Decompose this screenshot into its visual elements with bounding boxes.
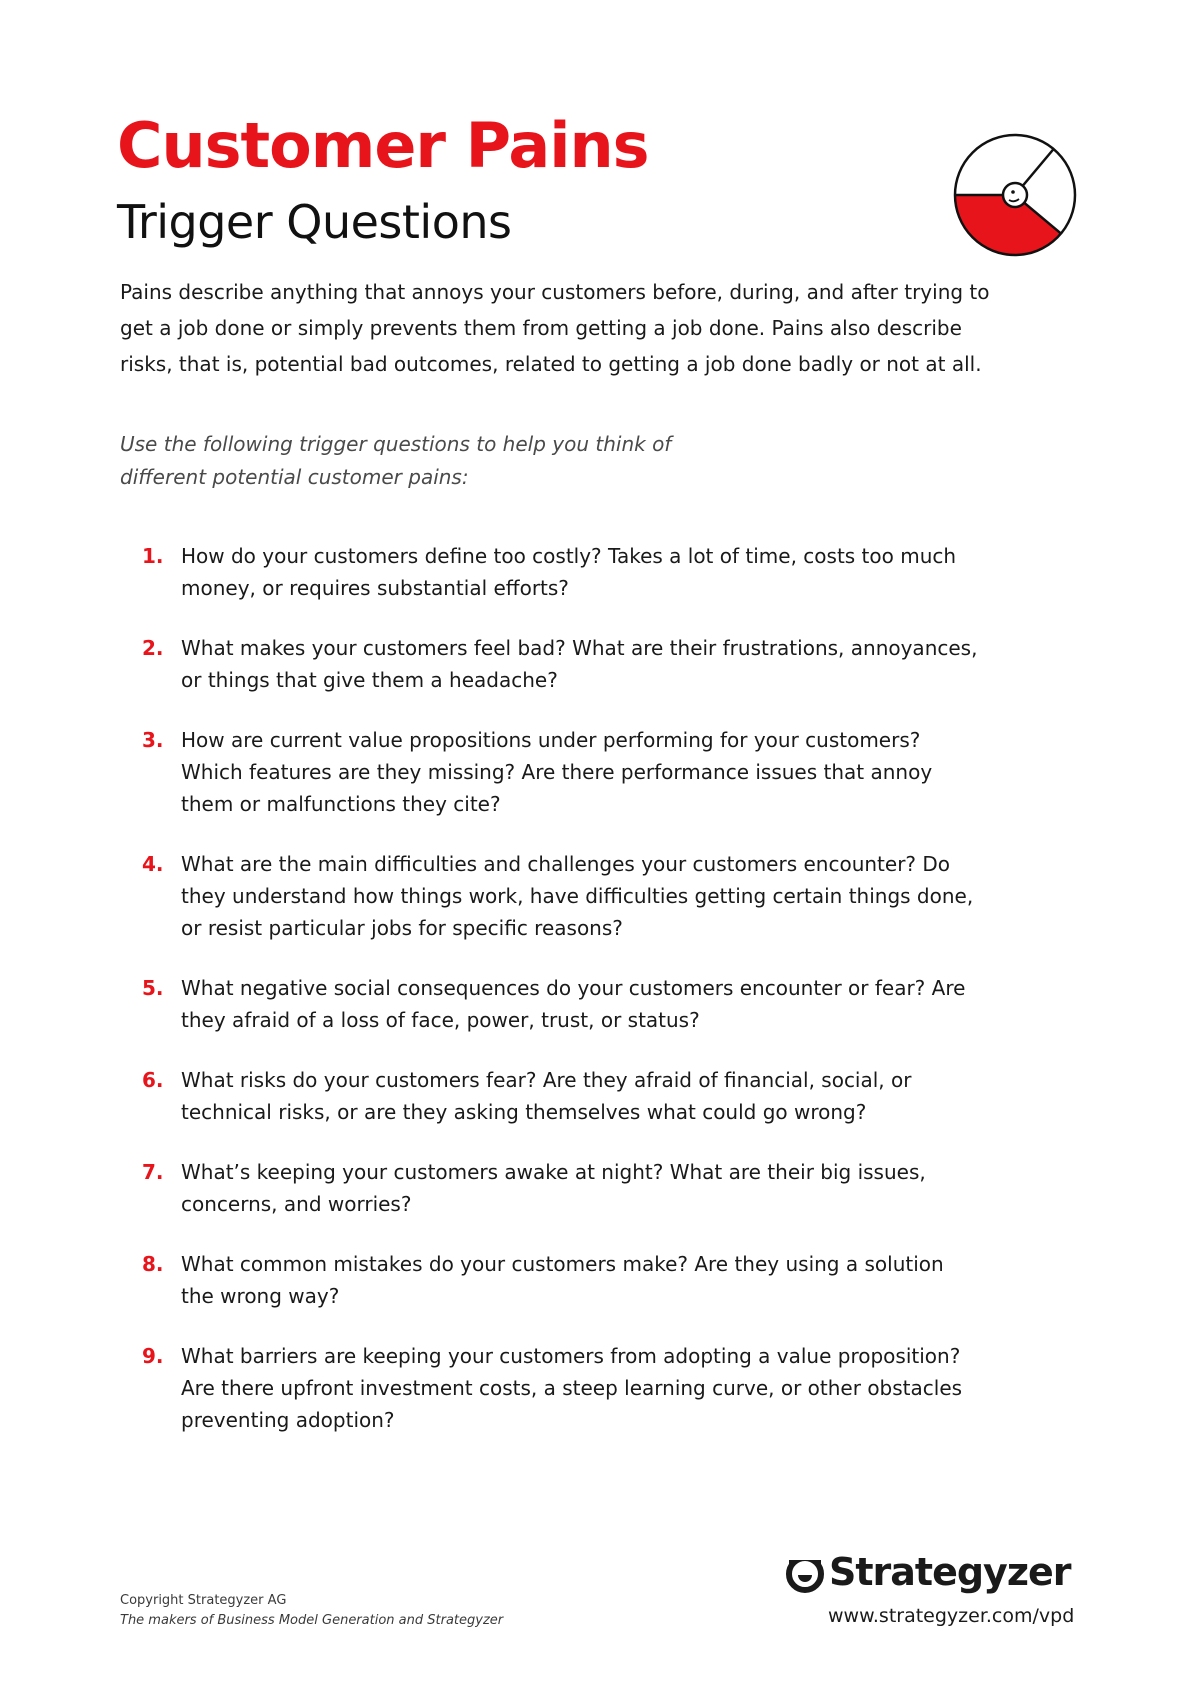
page-title: Customer Pains [117,109,649,182]
question-number: 8. [142,1252,164,1276]
strategyzer-url-link[interactable]: www.strategyzer.com/vpd [828,1605,1075,1627]
customer-profile-pains-icon [950,130,1080,260]
question-text: What risks do your customers fear? Are they afraid of financial, social, or technical risks, or are they asking themselves what could go wrong? [181,1068,912,1124]
question-text: What common mistakes do your customers make? Are they using a solution the wrong way? [181,1252,944,1308]
footer-credits [120,1591,503,1631]
question-text: What makes your customers feel bad? What are their frustrations, annoyances, or things that give them a headache? [181,636,978,692]
question-number: 4. [142,852,164,876]
question-number: 1. [142,544,164,568]
tagline-text: The makers of Business Model Generation and Strategyzer [120,1613,504,1628]
brand-name: Strategyzer [829,1550,1071,1594]
instruction-text: Use the following trigger questions to help you think of different potential customer pains: [120,432,672,489]
strategyzer-logo [785,1547,1075,1597]
question-text: How do your customers define too costly? Takes a lot of time, costs too much money, or requires substantial efforts? [181,544,957,600]
intro-paragraph: Pains describe anything that annoys your customers before, during, and after trying to get a job done or simply prevents them from getting a job done. Pains also describe risks, that is, potential bad outcomes, related to getting a job done badly or not at all. [120,280,990,376]
question-text: What barriers are keeping your customers from adopting a value proposition? Are there upfront investment costs, a steep learning curve, or other obstacles preventing adoption? [181,1344,963,1432]
question-number: 2. [142,636,164,660]
question-number: 9. [142,1344,164,1368]
strategyzer-logo-icon [785,1553,825,1593]
question-text: What are the main difficulties and challenges your customers encounter? Do they understand how things work, have difficulties getting certain things done, or resist particular jobs for specific reasons? [181,852,974,940]
question-text: How are current value propositions under performing for your customers? Which features are they missing? Are there performance issues that annoy them or malfunctions they cite? [181,728,933,816]
question-number: 5. [142,976,164,1000]
question-number: 3. [142,728,164,752]
question-number: 7. [142,1160,164,1184]
question-number: 6. [142,1068,164,1092]
copyright-text: Copyright Strategyzer AG [120,1593,287,1608]
page-subtitle: Trigger Questions [117,195,512,249]
question-text: What’s keeping your customers awake at night? What are their big issues, concerns, and worries? [181,1160,926,1216]
question-text: What negative social consequences do your customers encounter or fear? Are they afraid of a loss of face, power, trust, or status? [181,976,966,1032]
